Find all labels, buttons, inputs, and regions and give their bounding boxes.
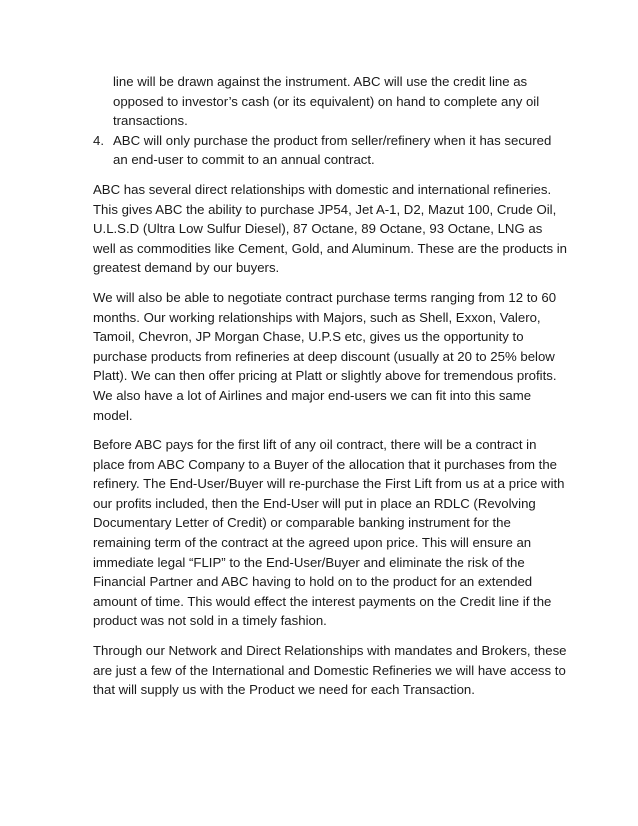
paragraph-first-lift: Before ABC pays for the first lift of any oil contract, there will be a contract in place from ABC Company to a Buyer of the allocation that it purchases from the refinery. The End-User/Buyer will re-purchase the First Lift from us at a price with our profits included, then the End-User will put in place an RDLC (Revolving Documentary Letter of Credit) or comparable banking instrument for the remaining term of the contract at the agreed upon price. This will ensure an immediate legal “FLIP” to the End-User/Buyer and eliminate the risk of the Financial Partner and ABC having to hold on to the product for an extended amount of time. This would effect the interest payments on the Credit line if the product was not sold in a timely fashion. — [93, 437, 565, 629]
paragraph-network: Through our Network and Direct Relationships with mandates and Brokers, these are just a few of the International and Domestic Refineries we will have access to that will supply us with the Product we need for each Transaction. — [93, 643, 567, 698]
list-item-number: 4. — [93, 132, 104, 148]
list-item-text: ABC will only purchase the product from seller/refinery when it has secured an end-user to commit to an annual contract. — [113, 132, 552, 168]
list-item-continuation: line will be drawn against the instrument. ABC will use the credit line as opposed to investor’s cash (or its equivalent) on hand to complete any oil transactions. — [113, 74, 540, 129]
paragraph-contract-terms: We will also be able to negotiate contract purchase terms ranging from 12 to 60 months. Our working relationships with Majors, such as Shell, Exxon, Valero, Tamoil, Chevron, JP Morgan Chase, U.P.S etc, gives us the opportunity to purchase products from refineries at deep discount (usually at 20 to 25% below Platt). We can then offer pricing at Platt or slightly above for tremendous profits. We also have a lot of Airlines and major end-users we can fit into this same model. — [93, 289, 557, 423]
list-item-4 — [93, 131, 568, 170]
paragraph-refineries: ABC has several direct relationships with domestic and international refineries. This gives ABC the ability to purchase JP54, Jet A-1, D2, Mazut 100, Crude Oil, U.L.S.D (Ultra Low Sulfur Diesel), 87 Octane, 89 Octane, 93 Octane, LNG as well as commodities like Cement, Gold, and Aluminum. These are the products in greatest demand by our buyers. — [93, 181, 567, 276]
